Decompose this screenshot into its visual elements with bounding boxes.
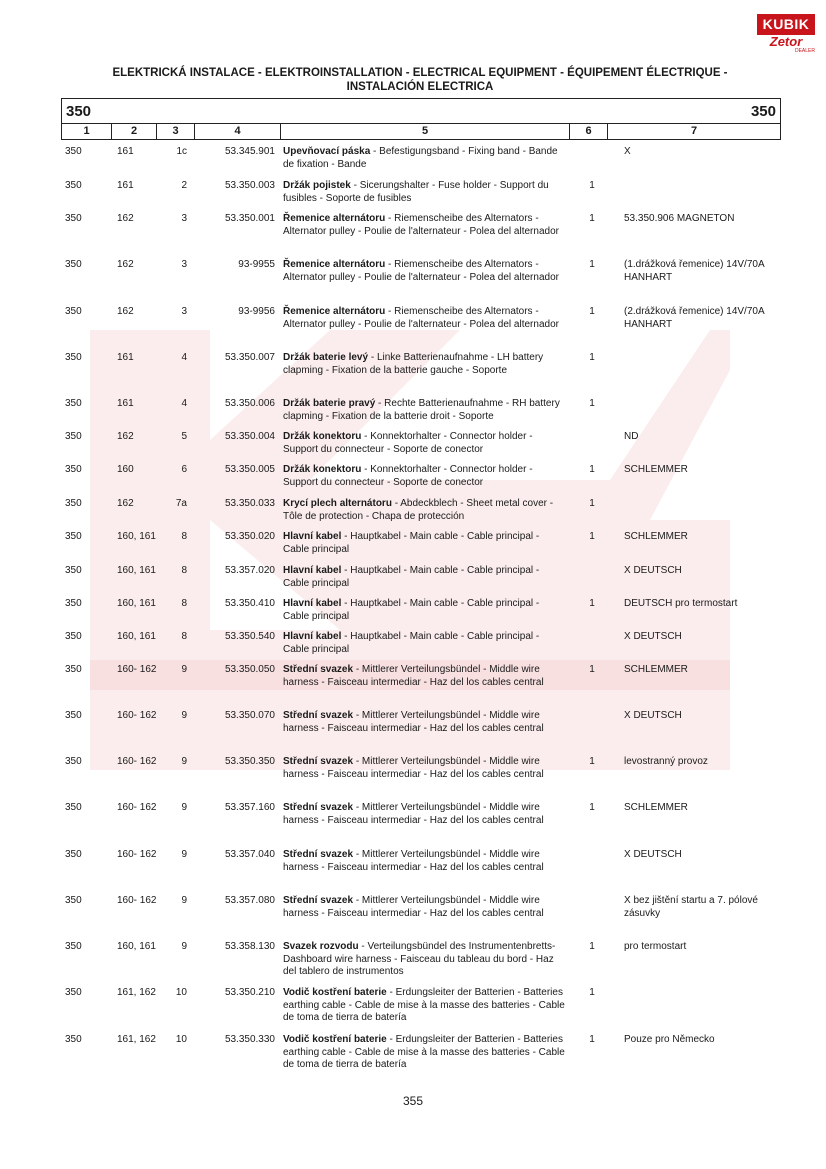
- description-translations: - Mittlerer Verteilungsbündel - Middle wire harness - Faisceau intermediar - Haz del los cables central: [283, 710, 544, 734]
- cell-part-number: 53.350.410: [224, 598, 275, 609]
- cell-part-number: 53.350.033: [224, 498, 275, 509]
- cell-group: 350: [65, 849, 82, 860]
- group-number-right: 350: [750, 103, 776, 120]
- description-translations: - Hauptkabel - Main cable - Cable principal - Cable principal: [283, 565, 540, 589]
- description-name: Držák baterie levý: [283, 352, 369, 363]
- cell-description: [283, 398, 568, 423]
- cell-description: [283, 565, 568, 590]
- table-row: [61, 895, 791, 937]
- cell-description: [283, 531, 568, 556]
- cell-group: 350: [65, 895, 82, 906]
- column-number-row: [62, 123, 780, 140]
- description-name: Držák konektoru: [283, 464, 362, 475]
- cell-group: 350: [65, 259, 82, 270]
- cell-part-number: 53.350.350: [224, 756, 275, 767]
- cell-figure: 161: [117, 398, 134, 409]
- description-translations: - Mittlerer Verteilungsbündel - Middle wire harness - Faisceau intermediar - Haz del los cables central: [283, 664, 544, 688]
- cell-figure: 160, 161: [117, 598, 156, 609]
- table-row: [61, 464, 791, 494]
- table-row: [61, 631, 791, 661]
- cell-description: [283, 710, 568, 735]
- column-header-5: 5: [281, 124, 570, 140]
- cell-note: 53.350.906 MAGNETON: [624, 213, 735, 224]
- cell-note: Pouze pro Německo: [624, 1034, 715, 1045]
- cell-group: 350: [65, 498, 82, 509]
- table-row: [61, 664, 791, 706]
- cell-position: 9: [181, 802, 187, 813]
- description-name: Držák baterie pravý: [283, 398, 376, 409]
- description-translations: - Sicerungshalter - Fuse holder - Support du fusibles - Soporte de fusibles: [283, 180, 549, 204]
- cell-quantity: 1: [589, 259, 595, 270]
- cell-figure: 162: [117, 431, 134, 442]
- cell-quantity: 1: [589, 987, 595, 998]
- cell-figure: 162: [117, 213, 134, 224]
- description-translations: - Erdungsleiter der Batterien - Batteries earthing cable - Cable de mise à la masse des batteries - Cable de toma de tierra de batería: [283, 987, 565, 1023]
- cell-note: X: [624, 146, 631, 157]
- description-name: Řemenice alternátoru: [283, 259, 386, 270]
- title-line-1: ELEKTRICKÁ INSTALACE - ELEKTROINSTALLATION - ELECTRICAL EQUIPMENT - ÉQUIPEMENT ÉLECTRIQUE -: [112, 67, 728, 79]
- cell-position: 9: [181, 664, 187, 675]
- table-row: [61, 849, 791, 891]
- description-translations: - Befestigungsband - Fixing band - Bande de fixation - Bande: [283, 146, 558, 170]
- description-name: Řemenice alternátoru: [283, 213, 386, 224]
- table-row: [61, 498, 791, 528]
- cell-position: 4: [181, 398, 187, 409]
- cell-position: 6: [181, 464, 187, 475]
- description-translations: - Rechte Batterienaufnahme - RH battery clapming - Fixation de la batterie droit - Soporte: [283, 398, 560, 422]
- table-row: [61, 598, 791, 628]
- table-row: [61, 941, 791, 983]
- cell-part-number: 53.350.540: [224, 631, 275, 642]
- cell-quantity: 1: [589, 598, 595, 609]
- kubik-zetor-logo: [757, 14, 815, 58]
- cell-note: ND: [624, 431, 639, 442]
- cell-part-number: 53.345.901: [224, 146, 275, 157]
- cell-description: [283, 598, 568, 623]
- cell-position: 8: [181, 598, 187, 609]
- cell-group: 350: [65, 631, 82, 642]
- cell-position: 9: [181, 756, 187, 767]
- description-name: Svazek rozvodu: [283, 941, 359, 952]
- group-number-left: 350: [66, 103, 92, 120]
- cell-part-number: 93-9955: [238, 259, 275, 270]
- cell-figure: 162: [117, 259, 134, 270]
- cell-description: [283, 631, 568, 656]
- description-name: Držák pojistek: [283, 180, 351, 191]
- cell-figure: 160- 162: [117, 895, 157, 906]
- table-row: [61, 306, 791, 348]
- cell-position: 1c: [176, 146, 187, 157]
- cell-description: [283, 941, 568, 979]
- cell-note: DEUTSCH pro termostart: [624, 598, 738, 609]
- cell-quantity: 1: [589, 756, 595, 767]
- cell-group: 350: [65, 146, 82, 157]
- cell-group: 350: [65, 531, 82, 542]
- column-header-3: 3: [157, 124, 195, 140]
- cell-position: 10: [175, 987, 187, 998]
- cell-quantity: 1: [589, 941, 595, 952]
- cell-position: 3: [181, 259, 187, 270]
- cell-group: 350: [65, 431, 82, 442]
- cell-part-number: 53.350.050: [224, 664, 275, 675]
- table-row: [61, 398, 791, 428]
- description-name: Střední svazek: [283, 710, 354, 721]
- description-translations: - Mittlerer Verteilungsbündel - Middle wire harness - Faisceau intermediar - Haz del los cables central: [283, 849, 544, 873]
- description-translations: - Linke Batterienaufnahme - LH battery clapming - Fixation de la batterie gauche - Soporte: [283, 352, 544, 376]
- description-translations: - Mittlerer Verteilungsbündel - Middle wire harness - Faisceau intermediar - Haz del los cables central: [283, 895, 544, 919]
- table-row: [61, 987, 791, 1029]
- description-translations: - Riemenscheibe des Alternators - Alternator pulley - Poulie de l'alternateur - Polea del alternador: [283, 213, 559, 237]
- cell-figure: 161, 162: [117, 1034, 156, 1045]
- logo-make: Zetor: [769, 34, 803, 49]
- cell-figure: 160- 162: [117, 710, 157, 721]
- title-line-2: INSTALACIÓN ELECTRICA: [346, 81, 494, 93]
- column-header-2: 2: [112, 124, 157, 140]
- cell-figure: 160, 161: [117, 565, 156, 576]
- cell-part-number: 53.350.007: [224, 352, 275, 363]
- cell-figure: 161, 162: [117, 987, 156, 998]
- cell-position: 7a: [175, 498, 187, 509]
- cell-description: [283, 756, 568, 781]
- cell-group: 350: [65, 756, 82, 767]
- cell-description: [283, 146, 568, 171]
- description-name: Hlavní kabel: [283, 598, 342, 609]
- cell-quantity: 1: [589, 352, 595, 363]
- cell-position: 9: [181, 895, 187, 906]
- cell-description: [283, 664, 568, 689]
- cell-group: 350: [65, 710, 82, 721]
- description-translations: - Mittlerer Verteilungsbündel - Middle wire harness - Faisceau intermediar - Haz del los cables central: [283, 756, 544, 780]
- cell-note: X DEUTSCH: [624, 631, 682, 642]
- cell-part-number: 53.350.005: [224, 464, 275, 475]
- cell-part-number: 53.350.001: [224, 213, 275, 224]
- page-number: 355: [402, 1094, 424, 1108]
- cell-quantity: 1: [589, 1034, 595, 1045]
- column-header-1: 1: [62, 124, 112, 140]
- cell-quantity: 1: [589, 802, 595, 813]
- cell-note: X bez jištění startu a 7. pólové zásuvky: [624, 895, 758, 919]
- cell-position: 9: [181, 849, 187, 860]
- cell-group: 350: [65, 565, 82, 576]
- column-header-7: 7: [690, 125, 698, 137]
- cell-figure: 160, 161: [117, 941, 156, 952]
- cell-quantity: 1: [589, 498, 595, 509]
- cell-position: 3: [181, 306, 187, 317]
- cell-quantity: 1: [589, 531, 595, 542]
- cell-description: [283, 1034, 568, 1072]
- cell-part-number: 53.358.130: [224, 941, 275, 952]
- cell-figure: 160- 162: [117, 756, 157, 767]
- cell-quantity: 1: [589, 180, 595, 191]
- cell-quantity: 1: [589, 213, 595, 224]
- description-name: Hlavní kabel: [283, 565, 342, 576]
- cell-description: [283, 259, 568, 284]
- cell-position: 4: [181, 352, 187, 363]
- cell-group: 350: [65, 180, 82, 191]
- cell-description: [283, 431, 568, 456]
- cell-group: 350: [65, 213, 82, 224]
- cell-position: 9: [181, 710, 187, 721]
- cell-quantity: 1: [589, 398, 595, 409]
- description-translations: - Mittlerer Verteilungsbündel - Middle wire harness - Faisceau intermediar - Haz del los cables central: [283, 802, 544, 826]
- description-name: Střední svazek: [283, 664, 354, 675]
- table-row: [61, 213, 791, 255]
- cell-figure: 160- 162: [117, 849, 157, 860]
- description-translations: - Abdeckblech - Sheet metal cover - Tôle de protection - Chapa de protección: [283, 498, 554, 522]
- cell-quantity: 1: [589, 664, 595, 675]
- cell-figure: 161: [117, 180, 134, 191]
- cell-figure: 160: [117, 464, 134, 475]
- cell-description: [283, 849, 568, 874]
- description-name: Vodič kostření baterie: [283, 987, 387, 998]
- cell-part-number: 53.357.080: [224, 895, 275, 906]
- description-name: Řemenice alternátoru: [283, 306, 386, 317]
- table-row: [61, 352, 791, 394]
- table-row: [61, 756, 791, 798]
- description-translations: - Erdungsleiter der Batterien - Batteries earthing cable - Cable de mise à la masse des batteries - Cable de toma de tierra de batería: [283, 1034, 565, 1070]
- table-row: [61, 710, 791, 752]
- logo-brand: KUBIK: [757, 14, 815, 35]
- cell-part-number: 53.350.004: [224, 431, 275, 442]
- cell-position: 8: [181, 565, 187, 576]
- description-name: Upevňovací páska: [283, 146, 371, 157]
- cell-group: 350: [65, 306, 82, 317]
- cell-group: 350: [65, 1034, 82, 1045]
- cell-part-number: 53.350.070: [224, 710, 275, 721]
- cell-description: [283, 180, 568, 205]
- cell-note: levostranný provoz: [624, 756, 708, 767]
- logo-dealer: DEALER: [794, 48, 815, 54]
- cell-note: SCHLEMMER: [624, 531, 688, 542]
- description-translations: - Konnektorhalter - Connector holder - Support du connecteur - Soporte de conector: [283, 431, 533, 455]
- cell-figure: 161: [117, 146, 134, 157]
- table-row: [61, 531, 791, 561]
- table-header: [61, 98, 781, 140]
- description-translations: - Konnektorhalter - Connector holder - Support du connecteur - Soporte de conector: [283, 464, 533, 488]
- cell-figure: 162: [117, 498, 134, 509]
- table-row: [61, 1034, 791, 1076]
- cell-position: 8: [181, 531, 187, 542]
- page-title: [60, 66, 780, 94]
- description-name: Střední svazek: [283, 849, 354, 860]
- cell-description: [283, 498, 568, 523]
- description-name: Střední svazek: [283, 802, 354, 813]
- cell-quantity: 1: [589, 464, 595, 475]
- cell-part-number: 93-9956: [238, 306, 275, 317]
- cell-note: SCHLEMMER: [624, 464, 688, 475]
- cell-figure: 162: [117, 306, 134, 317]
- cell-group: 350: [65, 941, 82, 952]
- cell-figure: 160- 162: [117, 802, 157, 813]
- cell-figure: 160, 161: [117, 531, 156, 542]
- cell-position: 8: [181, 631, 187, 642]
- cell-note: X DEUTSCH: [624, 565, 682, 576]
- description-name: Střední svazek: [283, 895, 354, 906]
- cell-description: [283, 352, 568, 377]
- table-row: [61, 259, 791, 301]
- cell-group: 350: [65, 987, 82, 998]
- cell-part-number: 53.350.330: [224, 1034, 275, 1045]
- description-translations: - Hauptkabel - Main cable - Cable principal - Cable principal: [283, 531, 540, 555]
- description-name: Krycí plech alternátoru: [283, 498, 392, 509]
- cell-part-number: 53.350.003: [224, 180, 275, 191]
- cell-group: 350: [65, 398, 82, 409]
- cell-description: [283, 213, 568, 238]
- table-row: [61, 802, 791, 844]
- cell-group: 350: [65, 598, 82, 609]
- cell-figure: 160, 161: [117, 631, 156, 642]
- cell-part-number: 53.350.020: [224, 531, 275, 542]
- description-name: Hlavní kabel: [283, 531, 342, 542]
- cell-description: [283, 895, 568, 920]
- cell-group: 350: [65, 664, 82, 675]
- cell-part-number: 53.350.210: [224, 987, 275, 998]
- description-name: Vodič kostření baterie: [283, 1034, 387, 1045]
- cell-figure: 160- 162: [117, 664, 157, 675]
- cell-part-number: 53.357.020: [224, 565, 275, 576]
- description-translations: - Hauptkabel - Main cable - Cable principal - Cable principal: [283, 631, 540, 655]
- cell-position: 2: [181, 180, 187, 191]
- cell-position: 10: [175, 1034, 187, 1045]
- cell-part-number: 53.357.040: [224, 849, 275, 860]
- cell-note: X DEUTSCH: [624, 849, 682, 860]
- cell-note: (1.drážková řemenice) 14V/70A HANHART: [624, 259, 765, 283]
- cell-description: [283, 802, 568, 827]
- cell-quantity: 1: [589, 306, 595, 317]
- cell-group: 350: [65, 464, 82, 475]
- cell-position: 5: [181, 431, 187, 442]
- cell-note: SCHLEMMER: [624, 664, 688, 675]
- description-translations: - Riemenscheibe des Alternators - Alternator pulley - Poulie de l'alternateur - Polea del alternador: [283, 306, 559, 330]
- description-name: Držák konektoru: [283, 431, 362, 442]
- table-row: [61, 431, 791, 461]
- cell-note: SCHLEMMER: [624, 802, 688, 813]
- cell-part-number: 53.350.006: [224, 398, 275, 409]
- column-header-4: 4: [195, 124, 281, 140]
- description-name: Hlavní kabel: [283, 631, 342, 642]
- description-translations: - Hauptkabel - Main cable - Cable principal - Cable principal: [283, 598, 540, 622]
- column-header-6: 6: [570, 124, 608, 140]
- cell-description: [283, 464, 568, 489]
- cell-note: (2.drážková řemenice) 14V/70A HANHART: [624, 306, 765, 330]
- cell-position: 3: [181, 213, 187, 224]
- cell-part-number: 53.357.160: [224, 802, 275, 813]
- cell-group: 350: [65, 352, 82, 363]
- cell-note: X DEUTSCH: [624, 710, 682, 721]
- cell-position: 9: [181, 941, 187, 952]
- cell-figure: 161: [117, 352, 134, 363]
- table-row: [61, 180, 791, 210]
- description-translations: - Riemenscheibe des Alternators - Alternator pulley - Poulie de l'alternateur - Polea del alternador: [283, 259, 559, 283]
- description-name: Střední svazek: [283, 756, 354, 767]
- cell-description: [283, 306, 568, 331]
- table-row: [61, 146, 791, 176]
- table-row: [61, 565, 791, 595]
- description-translations: - Verteilungsbündel des Instrumentenbretts- Dashboard wire harness - Faisceau du tableau du bord - Haz del tablero de instrumentos: [283, 941, 556, 977]
- cell-group: 350: [65, 802, 82, 813]
- cell-note: pro termostart: [624, 941, 687, 952]
- cell-description: [283, 987, 568, 1025]
